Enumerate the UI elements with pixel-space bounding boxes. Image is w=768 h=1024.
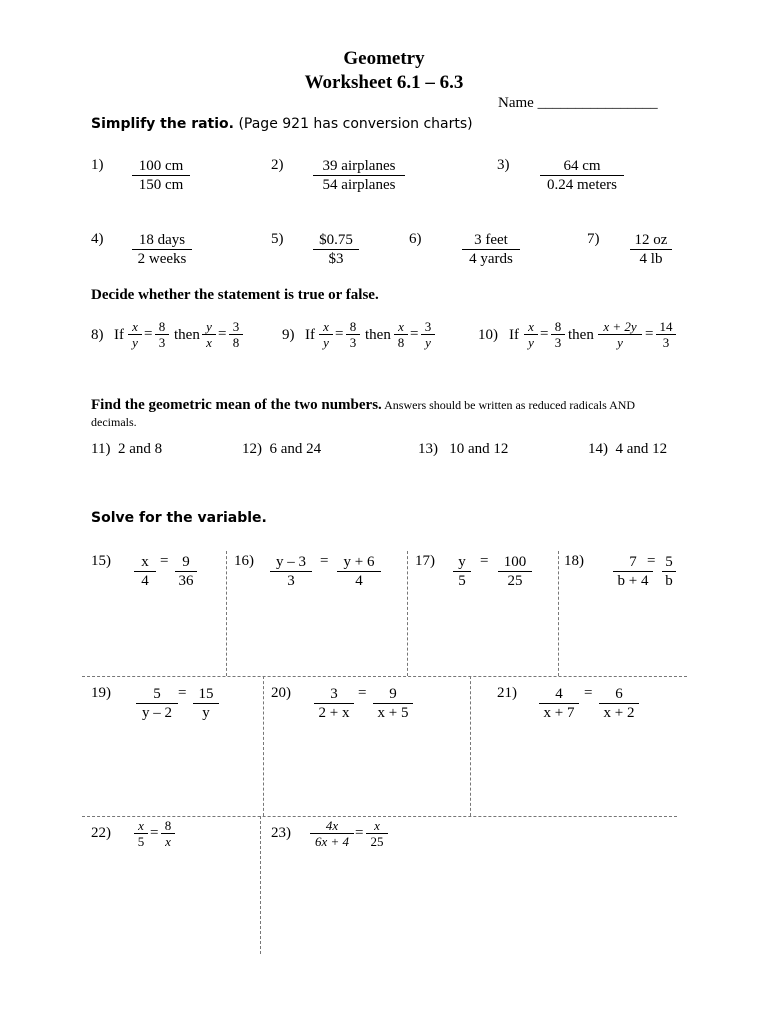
numerator: 4x — [310, 818, 354, 834]
grid-divider — [82, 816, 677, 817]
problem-text: 2 and 8 — [117, 441, 163, 457]
equals-sign: = — [335, 326, 344, 342]
then-label: then — [568, 327, 594, 343]
problem-number: 2) — [271, 157, 284, 173]
equals-sign: = — [144, 326, 153, 342]
proportion-right — [662, 553, 676, 590]
problem-text: 6 and 24 — [269, 441, 322, 457]
denominator: 2 weeks — [137, 251, 187, 267]
problem-number: 9) — [282, 327, 295, 343]
section-heading-simplify — [91, 116, 473, 132]
equals-sign: = — [645, 326, 654, 342]
denominator: y — [202, 705, 210, 721]
numerator: 100 — [498, 553, 532, 572]
ratio-fraction — [313, 157, 405, 194]
numerator: 6 — [599, 685, 639, 704]
grid-divider — [226, 551, 227, 676]
math-fraction — [155, 319, 169, 350]
problem-number: 17) — [415, 553, 435, 569]
equals-sign: = — [150, 825, 159, 841]
grid-divider — [260, 816, 261, 954]
ratio-fraction — [132, 231, 192, 268]
problem-14 — [588, 441, 667, 458]
numerator: y + 6 — [337, 553, 381, 572]
denominator: y — [425, 335, 431, 350]
equals-sign: = — [584, 685, 593, 701]
problem-13 — [418, 441, 508, 458]
heading-note-line2: decimals. — [91, 415, 137, 429]
denominator: 5 — [137, 834, 145, 849]
proportion-left — [136, 685, 178, 722]
denominator: 54 airplanes — [322, 177, 396, 193]
numerator: 8 — [161, 818, 175, 834]
denominator: 8 — [397, 335, 405, 350]
denominator: y — [617, 335, 623, 350]
then-label: then — [174, 327, 200, 343]
numerator: 3 — [229, 319, 243, 335]
numerator: 39 airplanes — [313, 157, 405, 176]
numerator: x — [134, 818, 148, 834]
numerator: 4 — [539, 685, 579, 704]
numerator: y — [453, 553, 471, 572]
numerator: x — [134, 553, 156, 572]
ratio-fraction — [462, 231, 520, 268]
numerator: x — [524, 319, 538, 335]
proportion-left — [539, 685, 579, 722]
proportion-right — [337, 553, 381, 590]
ratio-fraction — [630, 231, 672, 268]
problem-number: 5) — [271, 231, 284, 247]
heading-bold: Simplify the ratio. — [91, 116, 234, 132]
numerator: x — [366, 818, 388, 834]
proportion-right — [599, 685, 639, 722]
numerator: $0.75 — [313, 231, 359, 250]
proportion-right — [498, 553, 532, 590]
denominator: x — [206, 335, 212, 350]
numerator: 9 — [373, 685, 413, 704]
denominator: 25 — [370, 834, 384, 849]
denominator: 4 — [355, 573, 363, 589]
problem-number: 11) — [91, 441, 111, 457]
denominator: y — [323, 335, 329, 350]
numerator: x — [128, 319, 142, 335]
numerator: x — [319, 319, 333, 335]
math-fraction — [128, 319, 142, 350]
section-heading-true-false: Decide whether the statement is true or false. — [91, 287, 379, 303]
problem-number: 10) — [478, 327, 498, 343]
numerator: 64 cm — [540, 157, 624, 176]
denominator: $3 — [328, 251, 344, 267]
denominator: 3 — [662, 335, 670, 350]
numerator: x + 2y — [598, 319, 642, 335]
problem-number: 1) — [91, 157, 104, 173]
denominator: 150 cm — [138, 177, 184, 193]
proportion-left — [310, 818, 354, 849]
denominator: 36 — [178, 573, 194, 589]
proportion-right — [373, 685, 413, 722]
numerator: 7 — [613, 553, 653, 572]
ratio-fraction — [132, 157, 190, 194]
problem-number: 14) — [588, 441, 608, 457]
numerator: 3 — [421, 319, 435, 335]
denominator: x + 2 — [603, 705, 635, 721]
name-field: Name ________________ — [498, 95, 658, 111]
equals-sign: = — [218, 326, 227, 342]
problem-number: 20) — [271, 685, 291, 701]
problem-number: 6) — [409, 231, 422, 247]
problem-11 — [91, 441, 162, 458]
equals-sign: = — [410, 326, 419, 342]
denominator: 3 — [349, 335, 357, 350]
numerator: 14 — [656, 319, 676, 335]
problem-number: 23) — [271, 825, 291, 841]
denominator: 2 + x — [318, 705, 350, 721]
problem-12 — [242, 441, 321, 458]
denominator: b — [665, 573, 673, 589]
section-heading-geometric-mean — [91, 397, 635, 414]
numerator: 12 oz — [630, 231, 672, 250]
problem-text: 4 and 12 — [615, 441, 668, 457]
problem-number: 22) — [91, 825, 111, 841]
denominator: y – 2 — [142, 705, 172, 721]
numerator: 15 — [193, 685, 219, 704]
denominator: 3 — [158, 335, 166, 350]
proportion-left — [134, 553, 156, 590]
ratio-fraction — [540, 157, 624, 194]
equals-sign: = — [647, 553, 656, 569]
math-fraction — [551, 319, 565, 350]
math-fraction — [202, 319, 216, 350]
denominator: x + 5 — [377, 705, 409, 721]
grid-divider — [407, 551, 408, 676]
grid-divider — [263, 676, 264, 816]
equals-sign: = — [540, 326, 549, 342]
heading-note: (Page 921 has conversion charts) — [234, 116, 473, 132]
problem-number: 8) — [91, 327, 104, 343]
problem-number: 3) — [497, 157, 510, 173]
numerator: 8 — [346, 319, 360, 335]
grid-divider — [82, 676, 687, 677]
numerator: 5 — [662, 553, 676, 572]
numerator: 100 cm — [132, 157, 190, 176]
numerator: 5 — [136, 685, 178, 704]
denominator: 5 — [458, 573, 466, 589]
numerator: 18 days — [132, 231, 192, 250]
worksheet-subtitle: Worksheet 6.1 – 6.3 — [304, 72, 464, 93]
if-label: If — [305, 327, 315, 343]
proportion-left — [270, 553, 312, 590]
math-fraction — [524, 319, 538, 350]
proportion-right — [175, 553, 197, 590]
numerator: 3 feet — [462, 231, 520, 250]
proportion-left — [314, 685, 354, 722]
proportion-right — [193, 685, 219, 722]
math-fraction — [656, 319, 676, 350]
problem-number: 18) — [564, 553, 584, 569]
denominator: 0.24 meters — [547, 177, 617, 193]
equals-sign: = — [358, 685, 367, 701]
math-fraction — [229, 319, 243, 350]
grid-divider — [558, 551, 559, 676]
heading-note: Answers should be written as reduced radicals AND — [381, 398, 636, 412]
ratio-fraction — [313, 231, 359, 268]
denominator: 3 — [287, 573, 295, 589]
equals-sign: = — [480, 553, 489, 569]
numerator: 8 — [551, 319, 565, 335]
denominator: 8 — [232, 335, 240, 350]
equals-sign: = — [160, 553, 169, 569]
proportion-left — [453, 553, 471, 590]
denominator: y — [528, 335, 534, 350]
math-fraction — [394, 319, 408, 350]
denominator: 4 lb — [639, 251, 663, 267]
problem-number: 19) — [91, 685, 111, 701]
problem-number: 7) — [587, 231, 600, 247]
math-fraction — [598, 319, 642, 350]
denominator: b + 4 — [617, 573, 649, 589]
numerator: 8 — [155, 319, 169, 335]
section-heading-solve: Solve for the variable. — [91, 510, 267, 526]
problem-text: 10 and 12 — [449, 441, 509, 457]
problem-number: 16) — [234, 553, 254, 569]
equals-sign: = — [320, 553, 329, 569]
equals-sign: = — [178, 685, 187, 701]
denominator: x + 7 — [543, 705, 575, 721]
then-label: then — [365, 327, 391, 343]
worksheet-title: Geometry — [343, 48, 425, 69]
denominator: y — [132, 335, 138, 350]
numerator: y – 3 — [270, 553, 312, 572]
denominator: 6x + 4 — [314, 834, 350, 849]
if-label: If — [509, 327, 519, 343]
equals-sign: = — [355, 825, 364, 841]
denominator: 25 — [507, 573, 523, 589]
numerator: 3 — [314, 685, 354, 704]
problem-number: 21) — [497, 685, 517, 701]
numerator: x — [394, 319, 408, 335]
problem-number: 12) — [242, 441, 262, 457]
problem-number: 13) — [418, 441, 438, 457]
problem-number: 4) — [91, 231, 104, 247]
proportion-right — [161, 818, 175, 849]
heading-bold: Find the geometric mean of the two numbers. — [91, 397, 382, 413]
if-label: If — [114, 327, 124, 343]
denominator: 4 yards — [469, 251, 513, 267]
denominator: 3 — [554, 335, 562, 350]
denominator: 4 — [141, 573, 149, 589]
problem-number: 15) — [91, 553, 111, 569]
proportion-left — [134, 818, 148, 849]
math-fraction — [421, 319, 435, 350]
numerator: y — [202, 319, 216, 335]
proportion-right — [366, 818, 388, 849]
math-fraction — [319, 319, 333, 350]
denominator: x — [165, 834, 171, 849]
math-fraction — [346, 319, 360, 350]
grid-divider — [470, 676, 471, 816]
numerator: 9 — [175, 553, 197, 572]
